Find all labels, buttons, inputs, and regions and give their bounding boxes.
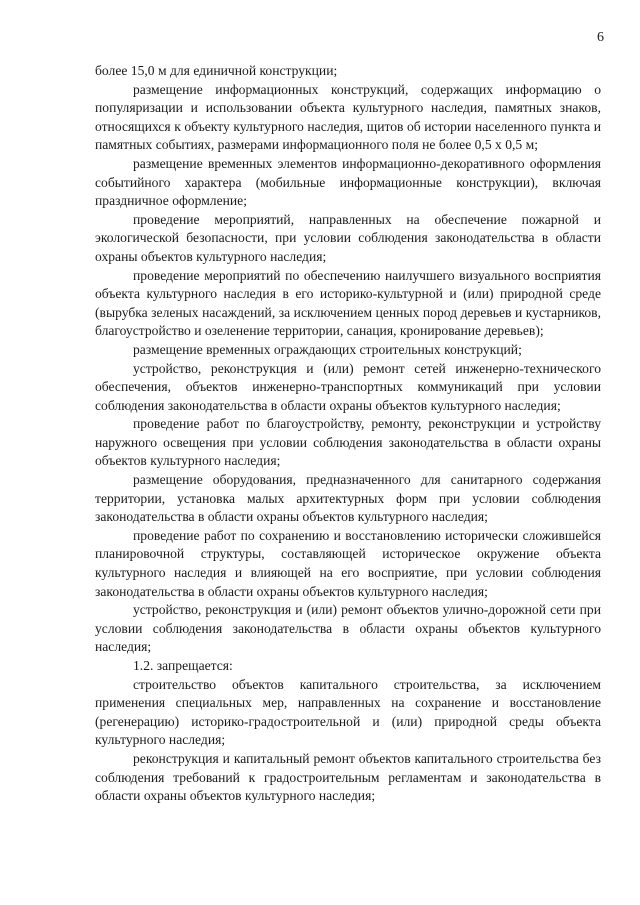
paragraph: более 15,0 м для единичной конструкции; [95,63,338,78]
paragraph: размещение временных элементов информационно-декоративного оформления событийного характера (мобильные информационные конструкции), включая праздничное оформление; [95,155,601,209]
paragraph: проведение работ по благоустройству, ремонту, реконструкции и устройству наружного освещения при условии соблюдения законодательства в области охраны объектов культурного наследия; [95,416,601,469]
paragraph: проведение мероприятий по обеспечению наилучшего визуального восприятия объекта культурного наследия в его историко-культурной и (или) природной среде (вырубка зеленых насаждений, за исключением ценных пород деревьев и кустарников, благоустройство и озеленение территории, санация, кронирование деревьев); [95,267,601,339]
paragraph: проведение мероприятий, направленных на обеспечение пожарной и экологической безопасности, при условии соблюдения законодательства в области охраны объектов культурного наследия; [95,211,601,264]
section-heading: 1.2. запрещается: [133,658,233,673]
paragraph: проведение работ по сохранению и восстановлению исторически сложившейся планировочной структуры, составляющей историческое окружение объекта культурного наследия и влияющей на его восприятие, при условии соблюдения законодательства в области охраны объектов культурного наследия; [95,527,601,599]
paragraph: размещение временных ограждающих строительных конструкций; [133,341,522,357]
paragraph: строительство объектов капитального строительства, за исключением применения специальных мер, направленных на сохранение и восстановление (регенерацию) историко-градостроительной и (или) природной среды объекта культурного наследия; [95,676,601,748]
paragraph: реконструкция и капитальный ремонт объектов капитального строительства без соблюдения требований к градостроительным регламентам и законодательства в области охраны объектов культурного наследия; [95,750,601,804]
paragraph: размещение оборудования, предназначенного для санитарного содержания территории, установка малых архитектурных форм при условии соблюдения законодательства в области охраны объектов культурного наследия; [95,472,601,525]
paragraph: устройство, реконструкция и (или) ремонт объектов улично-дорожной сети при условии соблюдения законодательства в области охраны объектов культурного наследия; [95,602,601,655]
document-body [95,62,601,806]
paragraph: размещение информационных конструкций, содержащих информацию о популяризации и использовании объекта культурного наследия, памятных знаков, относящихся к объекту культурного наследия, щитов об истории населенного пункта и памятных событиях, размерами информационного поля не более 0,5 х 0,5 м; [95,81,601,153]
page-number: 6 [597,30,604,45]
paragraph: устройство, реконструкция и (или) ремонт сетей инженерно-технического обеспечения, объектов инженерно-транспортных коммуникаций при условии соблюдения законодательства в области охраны объектов культурного наследия; [95,360,601,413]
